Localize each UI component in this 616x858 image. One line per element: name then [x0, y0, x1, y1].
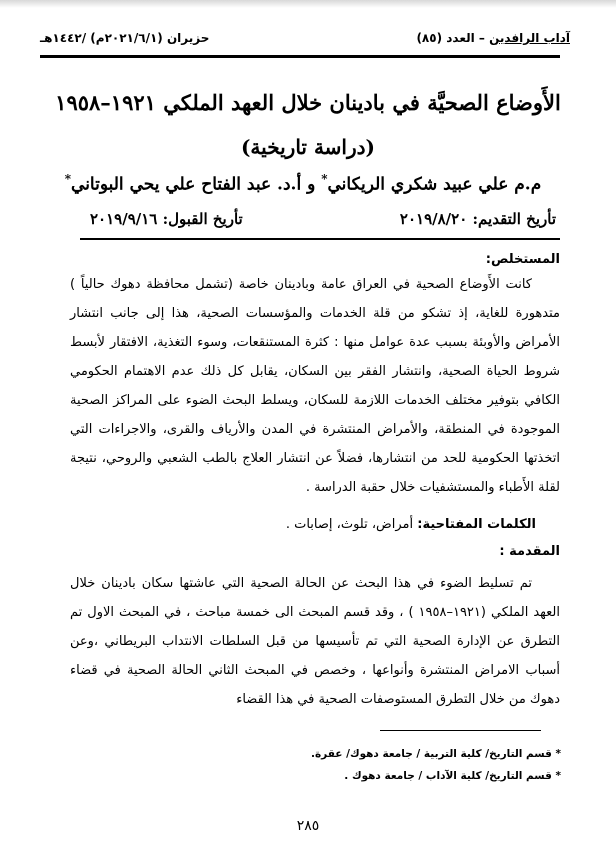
header-divider	[40, 55, 560, 58]
authors	[40, 172, 566, 195]
footnote-2: * قسم التاريخ/ كلية الآداب / جامعة دهوك .	[344, 770, 561, 782]
issue-date: حزيران (٢٠٢١/٦/١م) /١٤٤٢هـ	[40, 31, 210, 45]
running-header	[40, 31, 576, 53]
keywords	[70, 510, 536, 539]
keywords-label: الكلمات المفتاحية:	[417, 517, 536, 532]
author-2-mark: *	[64, 172, 72, 186]
footnote-divider	[380, 730, 541, 731]
acceptance-date: تأريخ القبول: ٢٠١٩/٩/١٦	[90, 210, 243, 228]
issue-label: – العدد (٨٥)	[416, 31, 490, 45]
page-number: ٢٨٥	[296, 818, 320, 834]
top-shadow	[0, 0, 616, 8]
article-subtitle: (دراسة تاريخية)	[240, 135, 376, 159]
dates-row	[90, 210, 556, 232]
abstract-text: كانت الأَوضاع الصحية في العراق عامة وبادينان خاصة (تشمل محافظة دهوك حالياً ) متدهورة للغاية، إذ تشكو من قلة الخدمات والمؤسسات الصحية، هذا إلى جانب انتشار الأمراض والأوبئة بسبب عدة عوامل منها : كثرة المستنقعات، وسوء التغذية، الافتقار لأبسط شروط الحياة الصحية، وانتشار الفقر بين السكان، يقابل كل ذلك عدم الاهتمام الحكومي الكافي بتوفير مختلف الخدمات اللازمة للسكان، ويسلط البحث الضوء على المراكز الصحية الموجودة في المنطقة، والأمراض المنتشرة في المدن والأرياف والقرى، والاجراءات التي اتخذتها الحكومية للحد من انتشارها، فضلاً عن انتشار العلاج بالطب الشعبي والروحي، نتيجة لقلة الأَطباء والمستشفيات خلال حقبة الدراسة .	[70, 277, 560, 495]
footnote-1: * قسم التاريخ/ كلية التربية / جامعة دهوك/ عقرة.	[311, 748, 561, 760]
author-1: م.م علي عبيد شكري الريكاني	[327, 174, 542, 195]
author-2: أ.د. عبد الفتاح علي يحي البوتاني	[71, 174, 302, 195]
journal-name: آداب الرافدين	[489, 31, 570, 45]
submission-date: تأريخ التقديم: ٢٠١٩/٨/٢٠	[399, 210, 556, 228]
author-joiner: و	[301, 174, 322, 195]
introduction-heading: المقدمة :	[499, 544, 560, 559]
introduction-text: تم تسليط الضوء في هذا البحث عن الحالة الصحية التي عاشتها سكان بادينان خلال العهد الملكي (١٩٢١–١٩٥٨ ) ، وقد قسم المبحث الى خمسة مباحث ، في المبحث الاول تم التطرق عن الإدارة الصحية التي تم تأسيسها من قبل السلطات الانتداب البريطاني ،وعن أسباب الامراض المنتشرة وأنواعها ، وخصص في المبحث الثاني الحالة الصحية في قضاء دهوك من خلال التطرق المستوصفات الصحية في هذا القضاء	[70, 576, 560, 707]
journal-issue	[416, 31, 570, 45]
article-title: الأَوضاع الصحيَّة في بادينان خلال العهد الملكي ١٩٢١–١٩٥٨	[55, 90, 561, 115]
dates-divider	[80, 238, 560, 240]
footnotes	[280, 743, 561, 787]
author-1-mark: *	[321, 172, 328, 186]
keywords-values: أمراض، تلوث، إصابات .	[285, 517, 418, 532]
abstract-heading: المستخلص:	[485, 252, 560, 267]
